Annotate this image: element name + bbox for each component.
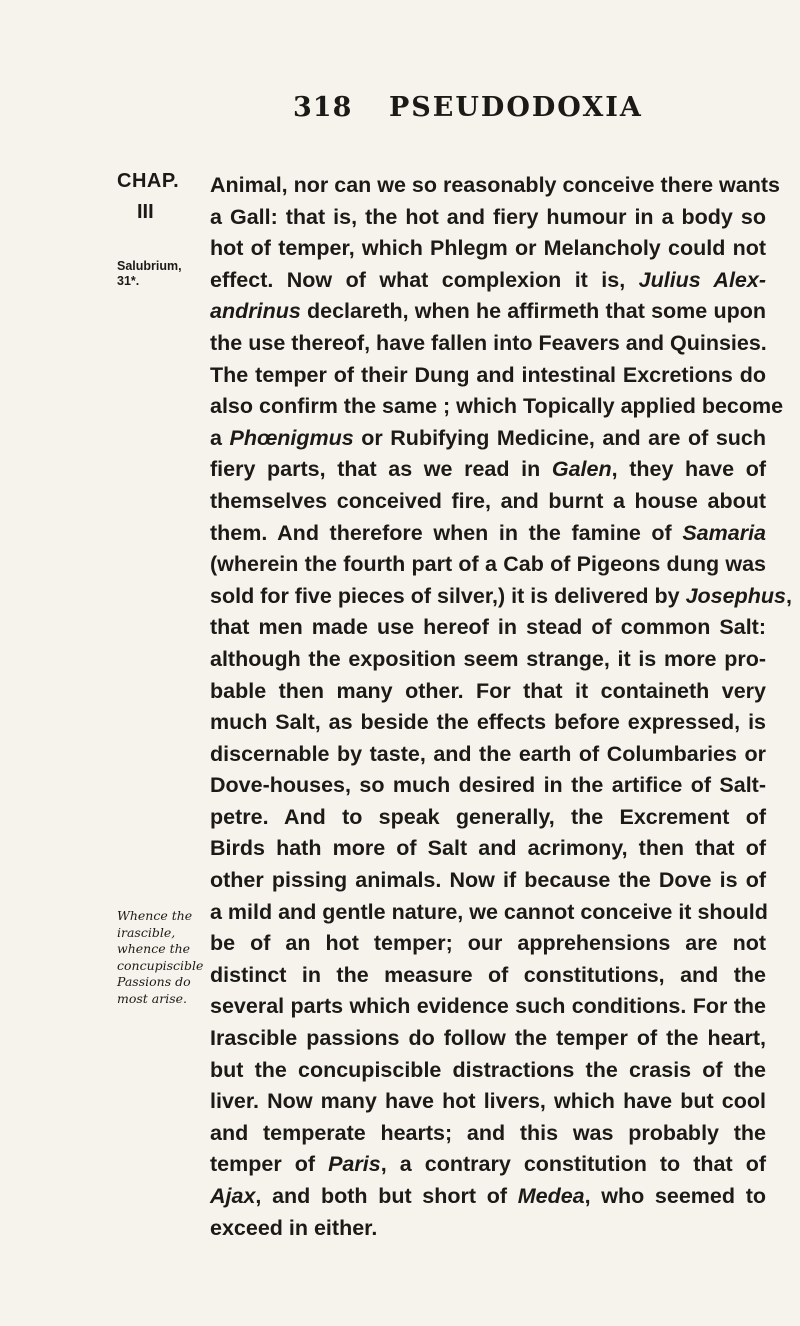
text-line: much Salt, as beside the effects before expressed, is (210, 710, 766, 735)
text-line: also confirm the same ; which Topically applied become (210, 394, 784, 419)
italic-term: Samaria (682, 520, 766, 545)
chapter-label: CHAP. (117, 170, 180, 192)
margin-note-line: most arise. (117, 990, 188, 1006)
margin-note-line: Salubrium, (117, 259, 182, 273)
text-line: andrinus declareth, when he affirmeth that some upon (210, 299, 766, 324)
text-line: a Phœnigmus or Rubifying Medicine, and are of such (210, 425, 766, 450)
italic-term: andrinus (210, 299, 301, 324)
margin-note-line: Whence the (117, 908, 193, 923)
italic-term: Paris (328, 1152, 381, 1177)
italic-term: Josephus (685, 583, 786, 608)
text-line: them. And therefore when in the famine of Samaria (210, 520, 766, 545)
text-line: but the concupiscible distractions the crasis of the (210, 1057, 766, 1082)
margin-note-line: 31*. (117, 274, 140, 288)
text-line: fiery parts, that as we read in Galen, they have of (210, 457, 766, 482)
text-line: Dove-houses, so much desired in the artifice of Salt- (210, 773, 766, 798)
italic-term: Ajax (210, 1184, 256, 1208)
text-line: that men made use hereof in stead of common Salt: (210, 615, 766, 640)
page-number: 318 (293, 92, 353, 123)
text-line: Animal, nor can we so reasonably conceive there wants (210, 173, 780, 197)
text-line: petre. And to speak generally, the Excrement of (210, 804, 766, 829)
text-line: and temperate hearts; and this was probably the (210, 1120, 766, 1145)
text-line: hot of temper, which Phlegm or Melancholy could not (210, 236, 766, 261)
text-line: liver. Now many have hot livers, which have but cool (210, 1089, 766, 1114)
text-line: several parts which evidence such conditions. For the (210, 994, 766, 1019)
margin-note-line: concupiscible (117, 957, 204, 973)
text-line: sold for five pieces of silver,) it is delivered by Josephus, (210, 583, 792, 608)
running-title: PSEUDODOXIA (389, 92, 643, 123)
text-line: The temper of their Dung and intestinal Excretions do (210, 362, 766, 387)
text-line: themselves conceived fire, and burnt a house about (210, 488, 766, 513)
margin-note-line: Passions do (117, 974, 191, 989)
text-line: bable then many other. For that it containeth very (210, 678, 766, 703)
text-line: be of an hot temper; our apprehensions are not (210, 931, 766, 956)
text-line: although the exposition seem strange, it is more pro- (210, 646, 766, 671)
margin-note-line: irascible, (117, 924, 176, 940)
italic-term: Galen (551, 457, 612, 482)
body-text (210, 170, 792, 1244)
text-line: a mild and gentle nature, we cannot conceive it should (210, 899, 768, 924)
text-line: temper of Paris, a contrary constitution to that of (210, 1152, 766, 1177)
running-head (0, 92, 800, 152)
margin-note-line: whence the (117, 941, 191, 956)
text-line: discernable by taste, and the earth of Columbaries or (210, 741, 766, 766)
margin-note-passions (117, 908, 209, 1007)
text-line: a Gall: that is, the hot and fiery humour in a body so (210, 204, 766, 229)
text-line: Birds hath more of Salt and acrimony, then that of (210, 836, 766, 861)
text-line: (wherein the fourth part of a Cab of Pigeons dung was (210, 552, 766, 577)
chapter-number: III (137, 201, 154, 223)
text-line: distinct in the measure of constitutions, and the (210, 962, 766, 987)
italic-term: Julius Alex- (638, 267, 766, 292)
text-line: effect. Now of what complexion it is, Julius Alex- (210, 267, 766, 292)
text-line: other pissing animals. Now if because the Dove is of (210, 868, 766, 893)
italic-term: Medea (517, 1184, 585, 1208)
text-line: the use thereof, have fallen into Feavers and Quinsies. (210, 330, 767, 355)
text-line: Ajax, and both but short of Medea, who seemed to (210, 1184, 766, 1208)
text-line: exceed in either. (210, 1215, 378, 1240)
italic-term: Phœnigmus (229, 425, 354, 450)
margin-note-salubrium (117, 259, 207, 289)
text-line: Irascible passions do follow the temper of the heart, (210, 1026, 766, 1051)
